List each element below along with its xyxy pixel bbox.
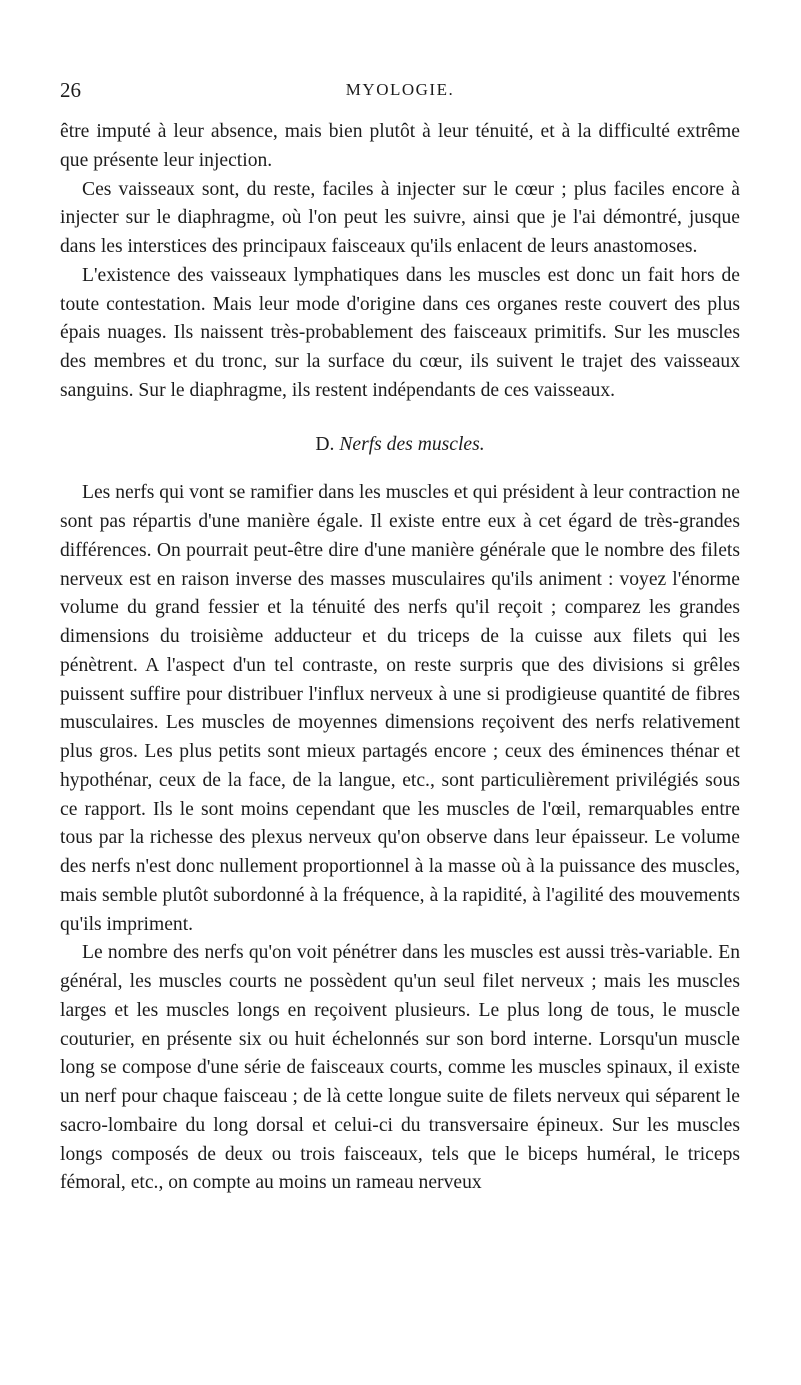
paragraph: L'existence des vaisseaux lymphatiques dans les muscles est donc un fait hors de toute contestation. Mais leur mode d'origine dans ces organes reste couvert des plus épais nuages. Ils naissent très-probablement des faisceaux primitifs. Sur les muscles des membres et du tronc, sur la surface du cœur, ils suivent le trajet des vaisseaux sanguins. Sur le diaphragme, ils restent indépendants de ces vaisseaux. xyxy=(60,264,740,401)
paragraph: Les nerfs qui vont se ramifier dans les muscles et qui président à leur contraction ne sont pas répartis d'une manière égale. Il existe entre eux à cet égard de très-grandes différences. On pourrait peut-être dire d'une manière générale que le nombre des filets nerveux est en raison inverse des masses musculaires qu'ils animent : voyez l'énorme volume du grand fessier et la ténuité des nerfs qu'il reçoit ; comparez les grandes dimensions du troisième adducteur et du triceps de la cuisse aux filets qui les pénètrent. A l'aspect d'un tel contraste, on reste surpris que des divisions si grêles puissent suffire pour distribuer l'influx nerveux à une si prodigieuse quantité de fibres musculaires. Les muscles de moyennes dimensions reçoivent des nerfs relativement plus gros. Les plus petits sont mieux partagés encore ; ceux des éminences thénar et hypothénar, ceux de la face, de la langue, etc., sont particulièrement privilégiés sous ce rapport. Ils le sont moins cependant que les muscles de l'œil, remarquables entre tous par la richesse des plexus nerveux qu'on observe dans leur épaisseur. Le volume des nerfs n'est donc nullement proportionnel à la masse où à la puissance des muscles, mais semble plutôt subordonné à la fréquence, à la rapidité, à l'agilité des mouvements qu'ils impriment. xyxy=(60,482,740,935)
paragraph: Ces vaisseaux sont, du reste, faciles à injecter sur le cœur ; plus faciles encore à injecter sur le diaphragme, où l'on peut les suivre, ainsi que je l'ai démontré, jusque dans les interstices des principaux faisceaux qu'ils enlacent de leurs anastomoses. xyxy=(60,178,740,257)
section-title: Nerfs des muscles. xyxy=(339,433,485,455)
running-title: MYOLOGIE. xyxy=(345,80,455,99)
body-text xyxy=(60,118,740,1198)
page-header xyxy=(60,78,740,108)
paragraph-continued: être imputé à leur absence, mais bien plutôt à leur ténuité, et à la difficulté extrême que présente leur injection. xyxy=(60,121,740,171)
paragraph: Le nombre des nerfs qu'on voit pénétrer dans les muscles est aussi très-variable. En général, les muscles courts ne possèdent qu'un seul filet nerveux ; mais les muscles larges et les muscles longs en reçoivent plusieurs. Le plus long de tous, le muscle couturier, en présente six ou huit échelonnés sur son bord interne. Lorsqu'un muscle long se compose d'une série de faisceaux courts, comme les muscles spinaux, il existe un nerf pour chaque faisceau ; de là cette longue suite de filets nerveux qui séparent le sacro-lombaire du long dorsal et celui-ci du transversaire épineux. Sur les muscles longs composés de deux ou trois faisceaux, tels que le biceps huméral, le triceps fémoral, etc., on compte au moins un rameau nerveux xyxy=(60,942,740,1194)
page-number: 26 xyxy=(60,78,81,102)
section-label: D. xyxy=(315,433,335,455)
section-heading xyxy=(60,431,740,460)
